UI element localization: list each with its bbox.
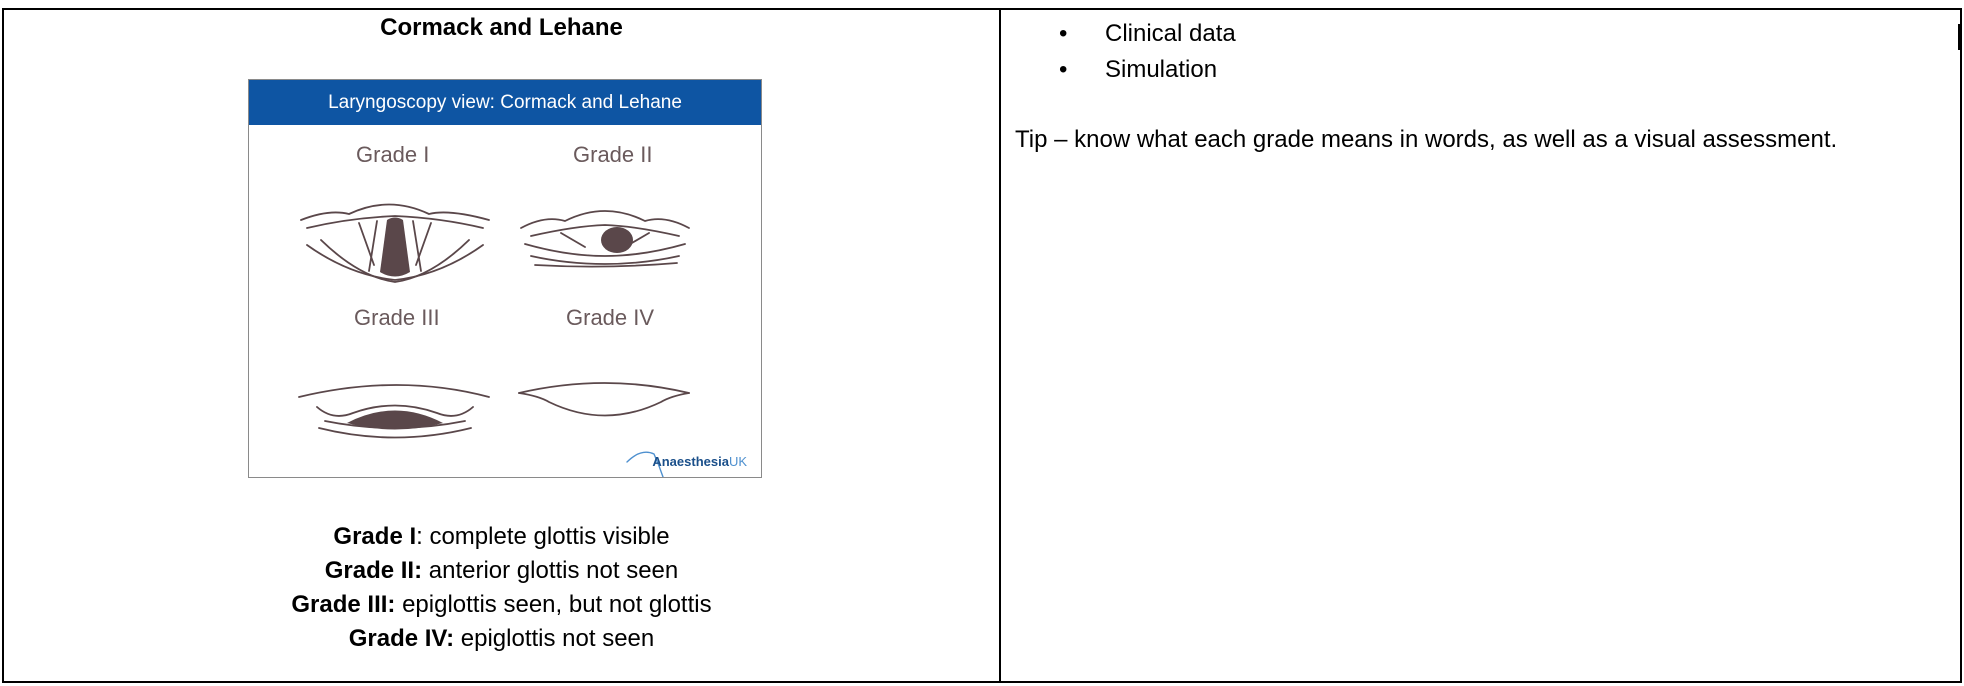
section-heading: Cormack and Lehane — [380, 14, 623, 41]
grade-1-label: Grade I — [356, 142, 430, 167]
laryngoscopy-drawings — [249, 125, 763, 477]
content-table — [2, 8, 1962, 683]
grade-4-drawing — [519, 383, 689, 416]
grade-2-drawing — [521, 211, 689, 267]
grade-1-drawing — [301, 205, 489, 283]
grade-3-label: Grade III — [354, 305, 440, 330]
anaesthesia-uk-logo — [652, 454, 747, 469]
grade-3-description: Grade III: epiglottis seen, but not glottis — [291, 591, 712, 618]
grade-descriptions — [4, 520, 999, 656]
left-cell — [4, 10, 1001, 681]
logo-suffix-text: UK — [728, 454, 747, 469]
grade-1-description: Grade I: complete glottis visible — [333, 523, 670, 550]
logo-main-text: Anaesthesia — [652, 454, 729, 469]
grade-3-drawing — [299, 385, 489, 438]
figure-header: Laryngoscopy view: Cormack and Lehane — [249, 80, 761, 125]
grade-2-description: Grade II: anterior glottis not seen — [324, 557, 679, 584]
bullet-simulation: • Simulation — [1059, 52, 1236, 88]
grade-4-description: Grade IV: epiglottis not seen — [348, 625, 655, 652]
tip-text: Tip – know what each grade means in words, as well as a visual assessment. — [1015, 126, 1838, 153]
grade-4-label: Grade IV — [566, 305, 655, 330]
right-cell — [1001, 10, 1960, 681]
grade-2-label: Grade II — [573, 142, 653, 167]
bullet-list — [1059, 16, 1236, 88]
cormack-lehane-figure — [248, 79, 762, 478]
text-cursor — [1958, 24, 1960, 50]
bullet-clinical-data: • Clinical data — [1059, 16, 1236, 52]
